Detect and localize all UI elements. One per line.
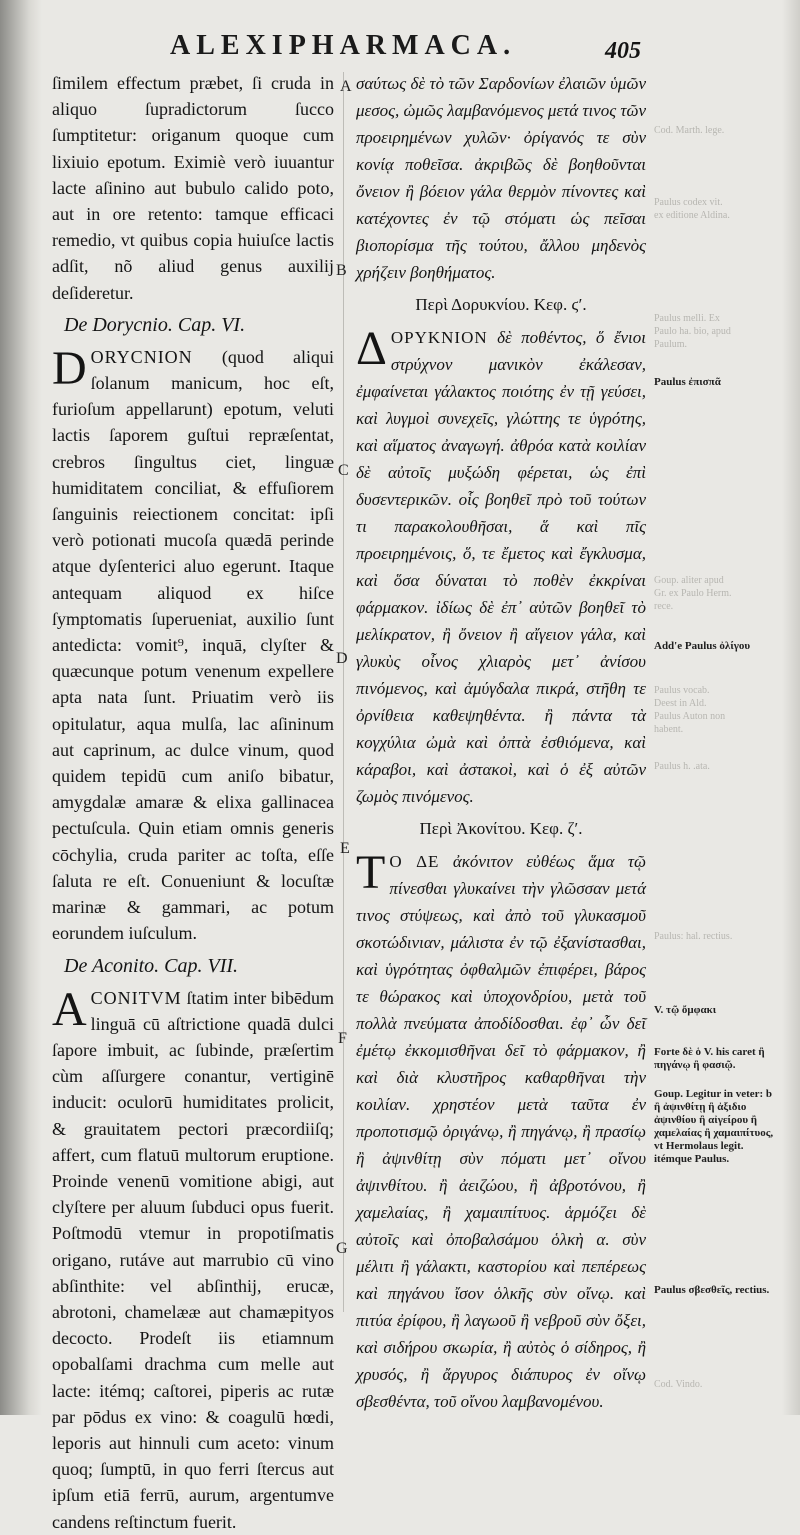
bleed-through-text: Cod. Marth. lege. [654, 125, 725, 136]
latin-chapter-heading-7: De Aconito. Cap. VII. [64, 954, 239, 977]
margin-note: Paulus σβεσθεῖς, rectius. [654, 1284, 770, 1296]
section-letter-c: C [338, 462, 349, 479]
drop-capital: Τ [356, 846, 386, 899]
page-number: 405 [605, 38, 641, 64]
drop-capital: A [52, 982, 87, 1036]
bleed-through-text: Paulus melli. Ex Paulo ha. bio, apud Paulum. [654, 313, 731, 350]
greek-chapter-heading-7: Περὶ Ἀκονίτου. Κεφ. ζʹ. [419, 819, 583, 838]
latin-body-text: (quod aliqui ſolanum manicum, hoc eſt, furioſum appellarunt) epotum, veluti lactis ſaporem guſtui repræſentat, crebros ſingultus ciet, linguæ humiditatem conciliat, & effuſiorem ſanguinis reiectionem concitat: ipſi verò potionati mucoſa quædā perinde atque dyſenterici aluo egerunt. Itaque antequam aliquod ex hiſce ſymptomatis ſuperueniat, auxilio ſunt antedicta: vomit⁹, inquā, clyſter & quæcunque potum venenum expellere apta nata ſunt. Priuatim verò iis opitulatur, aqua mulſa, lac aſininum aut caprinum, ac dulce vinum, quod quidem tepidū cum aniſo bibatur, amygdalæ amaræ & elixa gallinacea pectuſcula. Quin etiam omnis generis cōchylia, cruda pariter ac toſta, eſſe ſaluta re eſt. Conueniunt & locuſtæ marinæ & gammari, ac potum eorundem iuſculum. [52, 346, 334, 944]
smallcaps-lead: ΟΡΥΚΝΙΟΝ [390, 328, 488, 347]
latin-paragraph-2 [52, 341, 334, 947]
smallcaps-lead: ORYCNION [90, 346, 193, 367]
latin-chapter-heading-6: De Dorycnio. Cap. VI. [64, 313, 246, 336]
greek-column [356, 70, 646, 1415]
smallcaps-lead: CONITVM [90, 987, 182, 1008]
greek-body-text: ἀκόνιτον εὐθέως ἅμα τῷ πίνεσθαι γλυκαίνει τὴν γλῶσσαν μετά τινος στύψεως, καὶ ἀπὸ τοῦ γλυκασμοῦ σκοτώδινιαν, μάλιστα ἐν τῷ ἐξανίστασθαι, καὶ ὑγρότητας ὀφθαλμῶν ἐπιφέρει, βάρος τε θώρακος καὶ ὑποχονδρίου, μετὰ τοῦ πολλὰ πνεύματα ἀποδίδοσθαι. ἐφ᾽ ὧν δεῖ ἐμέτῳ ἐκκομισθῆναι δεῖ τὸ φάρμακον, ἢ καὶ διὰ κλυστῆρος καθαρθῆναι τὴν κοιλίαν. χρηστέον μετὰ ταῦτα ἐν προποτισμῷ ὀριγάνῳ, ἢ πηγάνῳ, ἢ πρασίῳ ἢ ἀψινθίτῃ σὺν πόματι μετ᾽ οἴνου ἀψινθίτου. ἢ ἀειζώου, ἢ ἀβροτόνου, ἢ χαμελαίας, ἢ χαμαιπίτυος. ἁρμόζει δὲ αὐτοῖς καὶ ὀποβαλσάμου ὁλκὴ α. σὺν μέλιτι ἢ γάλακτι, καστορίου καὶ πεπέρεως καὶ πηγάνου ἴσον ὁλκῆς σὺν οἴνῳ. καὶ πιτύα ἐρίφου, ἢ λαγωοῦ ἢ νεβροῦ σὺν ὄξει, καὶ σιδήρου σκωρία, ἢ αὐτὸς ὁ σίδηρος, ἢ χρυσός, ἢ ἄργυρος διάπυρος ἐν οἴνῳ σβεσθέντα, τοῦ οἴνου λαμβανομένου. [356, 852, 646, 1411]
section-letter-a: A [340, 78, 352, 95]
margin-note: V. τῷ ὄμφακι [654, 1004, 717, 1016]
bleed-through-text: Paulus: hal. rectius. [654, 931, 733, 942]
greek-paragraph-1: σαύτως δὲ τὸ τῶν Σαρδονίων ἐλαιῶν ὑμῶν μεσος, ὠμῶς λαμβανόμενος μετά τινος τῶν προειρημένων χυλῶν· ὀρίγανός τε σὺν κονίᾳ ποθεῖσα. ἀκριβῶς δὲ βοηθοῦνται ὄνειον ἢ βόειον γάλα θερμὸν πίνοντες καὶ κατέχοντες ἐν τῷ στόματι ὡς πεῖσαι βιοπορίσμα τῆς τούτου, ἄλλου μηδενὸς χρήζειν βοηθήματος. [356, 74, 647, 282]
section-letter-f: F [338, 1030, 347, 1047]
latin-body-text: ſtatim inter bibēdum linguā cū aſtrictione quadā dulci ſapore imbuit, ac ſubinde, præſertim cùm aſſurgere conantur, vertiginē inducit: oculorū humiditates prolicit, & grauitatem pectori præcordiiſq; affert, cum flatuū multorum eruptione. Proinde venenū vomitione abigi, aut clyſtere per aluum ſubduci opus fuerit. Poſtmodū vtemur in propotiſmatis origano, rutáve aut marrubio cū vino abſinthite: vel abſinthij, erucæ, abrotoni, chamelææ aut chamæpityos decocto. Prodeſt iis etiamnum opobalſami drachma cum melle aut lacte: itémq; caſtorei, piperis ac rutæ par pōdus ex vino: & coagulū hœdi, leporis aut hinnuli cum aceto: vinum quoq; ſumptū, in quo ferri ſtercus aut ipſum etiā ferrū, aurum, argentumve candens reſtinctum fuerit. [52, 987, 334, 1532]
section-letter-g: G [336, 1240, 348, 1257]
latin-paragraph-3 [52, 982, 334, 1535]
section-letter-d: D [336, 650, 348, 667]
page-edge [782, 0, 800, 1415]
latin-column [52, 70, 334, 1535]
section-letter-b: B [336, 262, 347, 279]
smallcaps-lead: Ο ΔΕ [389, 852, 440, 871]
bleed-through-text: Paulus vocab. Deest in Ald. Paulus Auton non habent. [654, 685, 726, 735]
bleed-through-text: Goup. aliter apud Gr. ex Paulo Herm. rece. [654, 575, 732, 612]
greek-paragraph-3 [356, 848, 646, 1415]
bleed-through-text: Cod. Vindo. [654, 1379, 703, 1390]
greek-paragraph-2 [356, 324, 646, 810]
column-divider [343, 72, 344, 1312]
bleed-through-text: Paulus h. .ata. [654, 761, 710, 772]
latin-paragraph-1: ſimilem effectum præbet, ſi cruda in aliquo ſupradictorum ſucco ſumptitetur: origanum quoque cum lixiuio epotum. Eximiè verò iuuantur lacte aſinino aut bubulo calido poto, aut in ore retento: tamque efficaci remedio, vt quibus copia huiuſce lactis adſit, nõ aliud genus auxilij deſideretur. [52, 73, 334, 303]
margin-note: Paulus ἐπισπᾶ [654, 376, 721, 388]
margin-note: Forte δὲ ὁ V. his caret ἢ πηγάνῳ ἢ φασιῷ. [654, 1046, 765, 1071]
margin-note: Add'e Paulus ὀλίγου [654, 640, 751, 652]
greek-chapter-heading-6: Περὶ Δορυκνίου. Κεφ. ϛʹ. [415, 295, 587, 314]
drop-capital: D [52, 341, 87, 395]
margin-note: Goup. Legitur in veter: b ἢ ἀψινθίτῃ ἢ ἀξιδιο ἀψινθίου ἢ αἰγείρου ἢ χαμελαίας ἢ χαμαιπίτυος, vt Hermolaus legit. itémque Paulus. [654, 1088, 774, 1165]
section-letter-e: E [340, 840, 350, 857]
drop-capital: Δ [356, 322, 387, 375]
running-head: ALEXIPHARMACA. [170, 30, 517, 61]
gutter-shadow [0, 0, 42, 1415]
bleed-through-text: Paulus codex vit. ex editione Aldina. [654, 197, 730, 221]
greek-body-text: δὲ ποθέντος, ὅ ἔνιοι στρύχνον μανικὸν ἐκάλεσαν, ἐμφαίνεται γάλακτος ποιότης ἐν τῇ γεύσει, καὶ λυγμοὶ συνεχεῖς, γλώττης τε ὑγρότης, καὶ αἵματος ἀναγωγή. ἀθρόα κατὰ κοιλίαν δὲ αὐτοῖς μυξώδη φέρεται, ὡς ἐπὶ δυσεντερικῶν. οἷς βοηθεῖ πρὸ τοῦ τούτων τι παρακολουθῆσαι, ἅ καὶ πῖς προειρημένοις, ὅ, τε ἔμετος καὶ ἔγκλυσμα, καὶ ὅσα δύναται τὸ ποθὲν ἐκκρίναι φάρμακον. ἰδίως δὲ ἐπ᾽ αὐτῶν βοηθεῖ τὸ μελίκρατον, ἢ ὄνειον ἢ αἴγειον γάλα, καὶ γλυκὺς οἶνος χλιαρὸς μετ᾽ ἀνίσου πινόμενος, καὶ ἀμύγδαλα πικρά, στῆθη τε ὀρνίθεια καθεψηθέντα. ἢ πάντα τὰ κογχύλια ὠμὰ καὶ ὀπτὰ ἐσθιόμενα, καὶ κάραβοι, καὶ ἀστακοὶ, καὶ ὁ ἐξ αὐτῶν ζωμὸς πινόμενος. [356, 328, 647, 806]
